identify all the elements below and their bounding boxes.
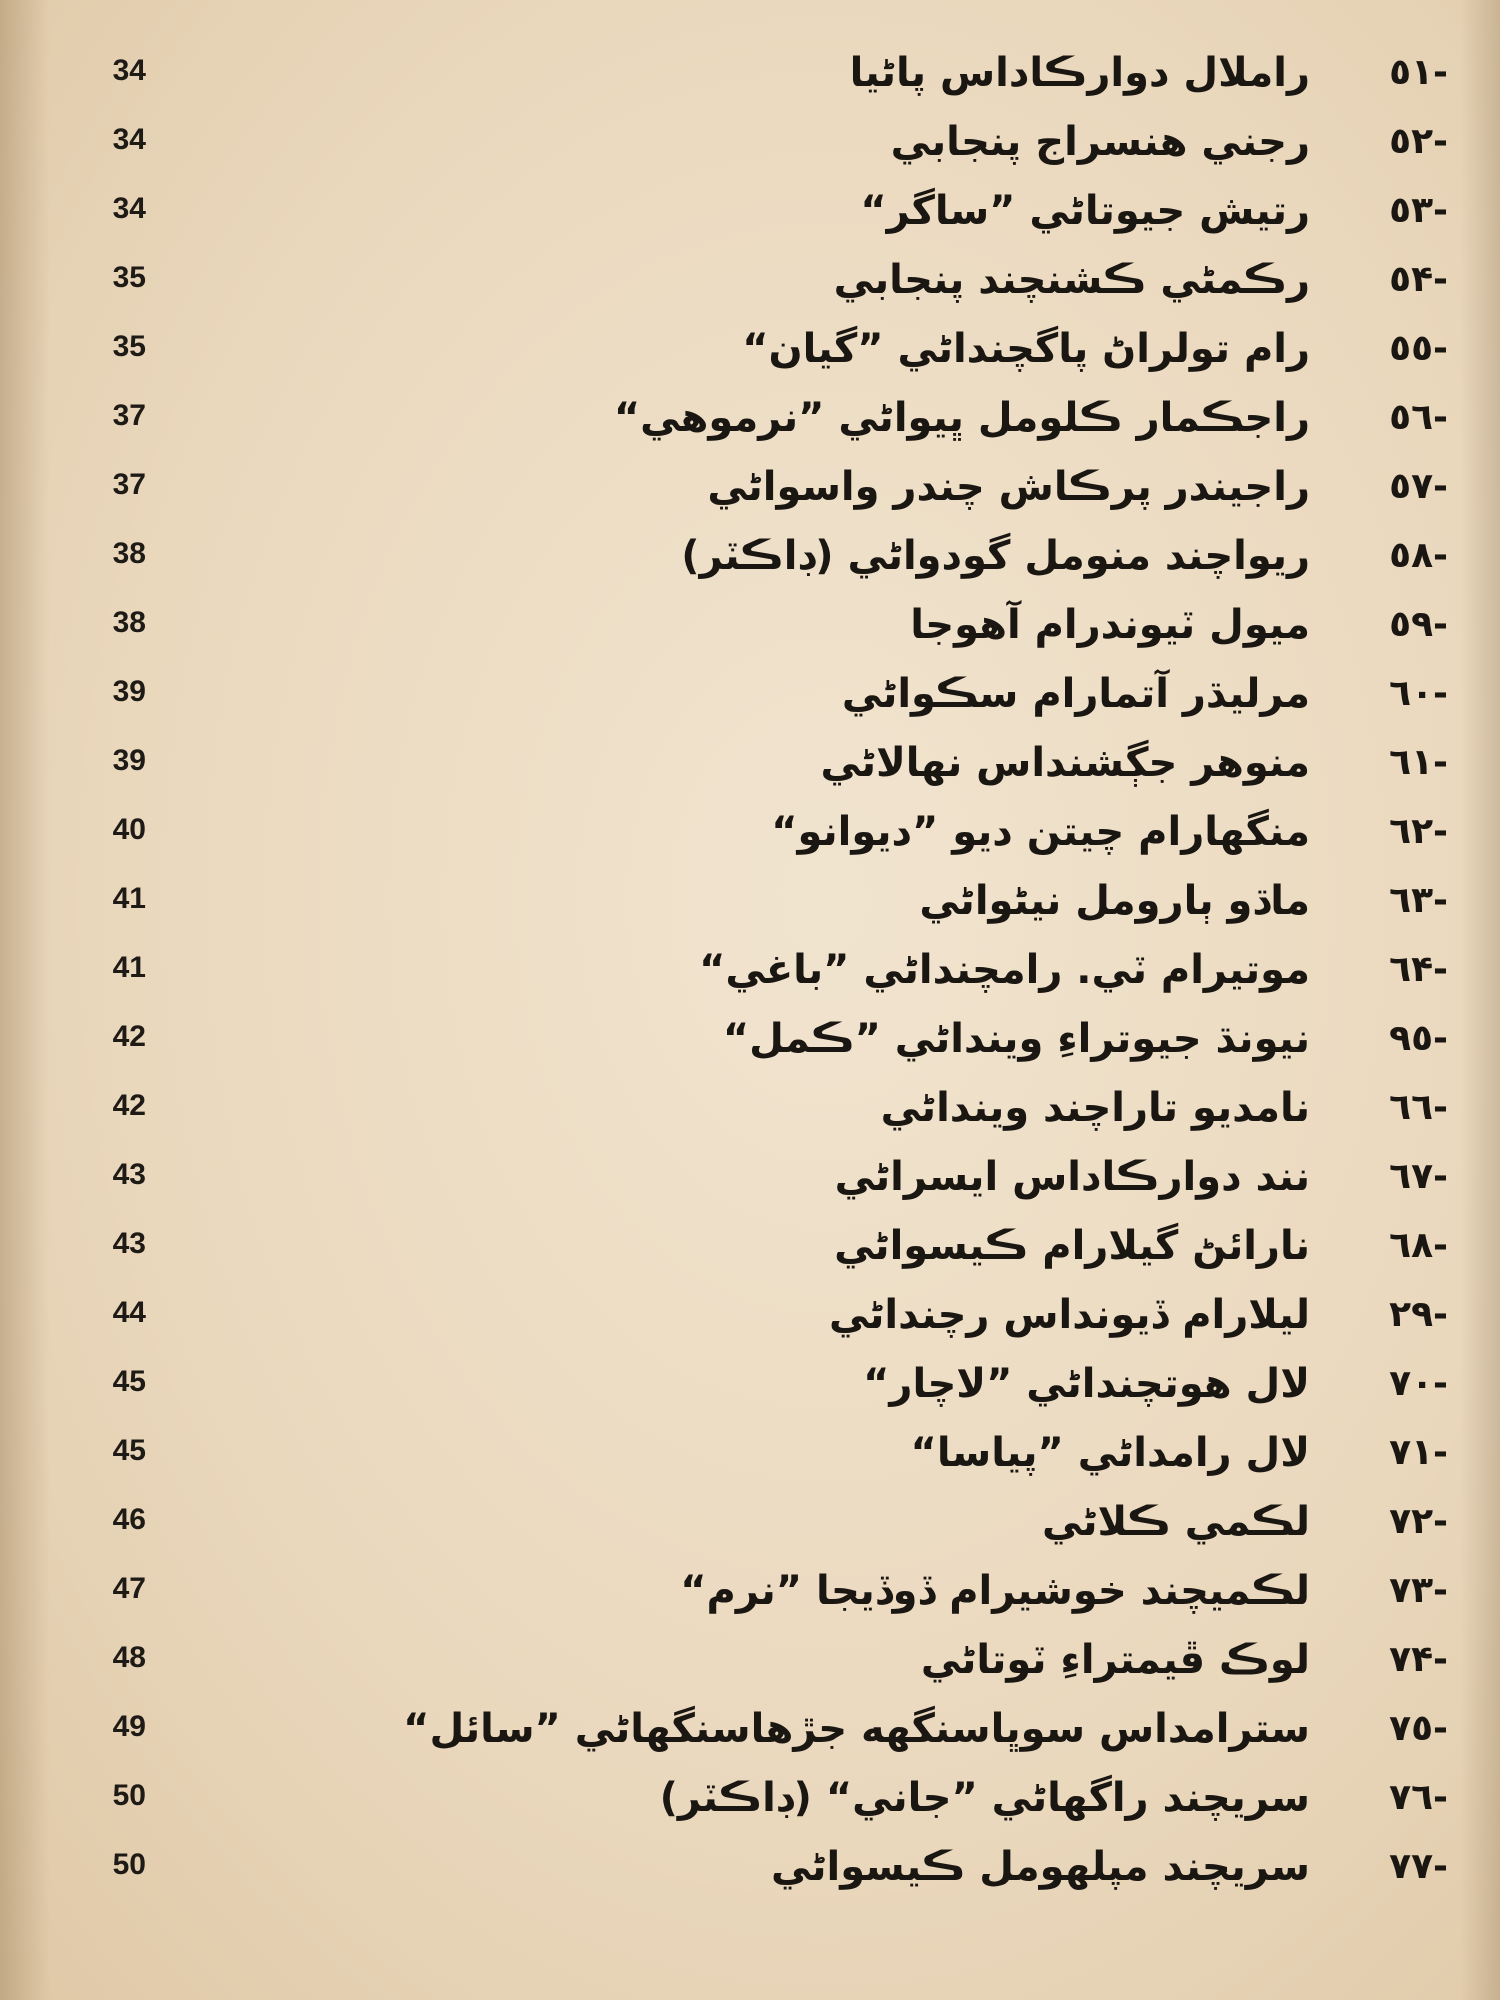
toc-page-number: 34 (112, 192, 146, 225)
toc-page-number: 39 (112, 744, 146, 777)
toc-entry (0, 454, 1500, 523)
toc-entry-title: رڪمڻي ڪشنچند پنجابي (833, 257, 1310, 303)
toc-entry (0, 1144, 1500, 1213)
toc-entry (0, 1282, 1500, 1351)
toc-entry-number: -٥۴ (1389, 259, 1448, 300)
toc-entry (0, 1351, 1500, 1420)
toc-entry-number: -٥٧ (1389, 466, 1448, 507)
toc-entry-title: سريچند راگهاڻي ”جاني“ (ڊاڪٽر) (659, 1775, 1310, 1821)
toc-page-number: 35 (112, 261, 146, 294)
toc-page-number: 43 (112, 1227, 146, 1260)
toc-page-number: 46 (112, 1503, 146, 1536)
toc-entry (0, 1834, 1500, 1903)
toc-entry-number: -٧٠ (1389, 1363, 1448, 1404)
toc-entry (0, 1006, 1500, 1075)
toc-entry-number: -٥٥ (1389, 328, 1448, 369)
toc-entry-number: -٥٦ (1389, 397, 1448, 438)
toc-entry-title: راجڪمار ڪلومل ڀيواڻي ”نرموهي“ (613, 395, 1310, 441)
toc-page-number: 42 (112, 1089, 146, 1122)
toc-page-number: 43 (112, 1158, 146, 1191)
toc-entry (0, 1489, 1500, 1558)
toc-entry-number: -٦٣ (1389, 880, 1448, 921)
toc-page-number: 37 (112, 399, 146, 432)
toc-entry (0, 1696, 1500, 1765)
toc-entry-number: -٧۴ (1389, 1639, 1448, 1680)
toc-entry (0, 868, 1500, 937)
toc-entry (0, 1765, 1500, 1834)
toc-entry (0, 523, 1500, 592)
toc-entry (0, 178, 1500, 247)
toc-page-number: 44 (112, 1296, 146, 1329)
toc-entry-number: -٧٢ (1389, 1501, 1448, 1542)
toc-entry-title: سترامداس سوڀاسنگهه جڙهاسنگهاڻي ”سائل“ (403, 1706, 1310, 1752)
toc-entry-number: -٧٦ (1389, 1777, 1448, 1818)
toc-page-number: 45 (112, 1365, 146, 1398)
toc-entry (0, 730, 1500, 799)
toc-entry-title: موتيرام ٽي. رامچنداڻي ”باغي“ (699, 947, 1310, 993)
toc-page-number: 42 (112, 1020, 146, 1053)
toc-entry-title: لال هوتچنداڻي ”لاچار“ (863, 1361, 1310, 1407)
toc-entry-title: نند دوارڪاداس ايسراڻي (834, 1154, 1310, 1200)
toc-entry-title: لڪمي ڪلاڻي (1042, 1499, 1310, 1545)
toc-entry-number: -٧٣ (1389, 1570, 1448, 1611)
toc-entry-title: راجيندر پرڪاش چندر واسواڻي (707, 464, 1310, 510)
toc-entry-title: سريچند مپلهومل ڪيسواڻي (771, 1844, 1310, 1890)
toc-entry-title: ميول ٽيوندرام آهوجا (910, 602, 1310, 648)
toc-entry (0, 1075, 1500, 1144)
toc-entry (0, 109, 1500, 178)
toc-entry-number: -٢٩ (1389, 1294, 1448, 1335)
toc-entry-number: -٦٦ (1389, 1087, 1448, 1128)
toc-entry-number: -٦٢ (1389, 811, 1448, 852)
toc-entry (0, 40, 1500, 109)
toc-entry-number: -٦٠ (1389, 673, 1448, 714)
toc-entry-number: -٦٨ (1389, 1225, 1448, 1266)
toc-page-number: 38 (112, 606, 146, 639)
toc-entry-title: منوهر جڳشنداس نهالاڻي (820, 740, 1310, 786)
toc-entry (0, 247, 1500, 316)
toc-page-number: 40 (112, 813, 146, 846)
toc-page-number: 35 (112, 330, 146, 363)
toc-page-number: 47 (112, 1572, 146, 1605)
toc-page-number: 39 (112, 675, 146, 708)
toc-entry (0, 937, 1500, 1006)
toc-page-number: 45 (112, 1434, 146, 1467)
toc-page-number: 41 (112, 882, 146, 915)
toc-page-number: 48 (112, 1641, 146, 1674)
toc-entry-title: ليلارام ڏيونداس رچنداڻي (828, 1292, 1310, 1338)
toc-entry-number: -٦۴ (1389, 949, 1448, 990)
toc-entry-number: -٥٨ (1389, 535, 1448, 576)
toc-entry-title: منگهارام چيتن ديو ”ديوانو“ (771, 809, 1310, 855)
toc-entry-number: -٩٥ (1389, 1018, 1448, 1059)
toc-entry-title: لوڪ ڦيمتراءِ ٽوتاڻي (920, 1637, 1310, 1683)
toc-entry-number: -٧١ (1389, 1432, 1448, 1473)
toc-entry-number: -٦٧ (1389, 1156, 1448, 1197)
toc-entry-number: -٥٣ (1389, 190, 1448, 231)
toc-entry-title: لال رامداڻي ”پياسا“ (910, 1430, 1310, 1476)
toc-entry (0, 1627, 1500, 1696)
table-of-contents (0, 40, 1500, 1903)
toc-page-number: 50 (112, 1779, 146, 1812)
toc-entry (0, 1420, 1500, 1489)
toc-entry-title: ماڌو ٻارومل نيڻواڻي (919, 878, 1310, 924)
toc-entry (0, 1213, 1500, 1282)
toc-entry-number: -٥٢ (1389, 121, 1448, 162)
toc-entry-title: نامديو تاراچند وينداڻي (880, 1085, 1310, 1131)
toc-entry-number: -٥١ (1389, 52, 1448, 93)
toc-page-number: 49 (112, 1710, 146, 1743)
toc-entry (0, 661, 1500, 730)
toc-page-number: 34 (112, 123, 146, 156)
toc-page-number: 41 (112, 951, 146, 984)
toc-entry-number: -٥٩ (1389, 604, 1448, 645)
toc-entry-title: نارائڻ گيلارام ڪيسواڻي (834, 1223, 1310, 1269)
toc-entry (0, 592, 1500, 661)
toc-entry-number: -٧٧ (1389, 1846, 1448, 1887)
toc-entry-title: رجني هنسراج پنجابي (890, 119, 1310, 165)
toc-entry-title: رام تولراڻ پاگچنداڻي ”گيان“ (742, 326, 1310, 372)
toc-entry (0, 1558, 1500, 1627)
toc-entry (0, 799, 1500, 868)
toc-entry-title: راملال دوارڪاداس پاڻيا (849, 50, 1310, 96)
toc-entry (0, 385, 1500, 454)
toc-entry-title: مرليڌر آتمارام سڪواڻي (841, 671, 1310, 717)
toc-page-number: 34 (112, 54, 146, 87)
toc-entry-title: ريواچند منومل گودواڻي (ڊاڪٽر) (681, 533, 1310, 579)
toc-entry-number: -٦١ (1389, 742, 1448, 783)
toc-entry (0, 316, 1500, 385)
toc-page-number: 50 (112, 1848, 146, 1881)
toc-entry-number: -٧٥ (1389, 1708, 1448, 1749)
toc-entry-title: نيونڌ جيوتراءِ وينداڻي ”ڪمل“ (722, 1016, 1310, 1062)
toc-entry-title: لڪميچند خوشيرام ڏوڏيجا ”نرم“ (680, 1568, 1310, 1614)
toc-entry-title: رتيش جيوتاڻي ”ساگر“ (860, 188, 1310, 234)
toc-page-number: 38 (112, 537, 146, 570)
toc-page-number: 37 (112, 468, 146, 501)
